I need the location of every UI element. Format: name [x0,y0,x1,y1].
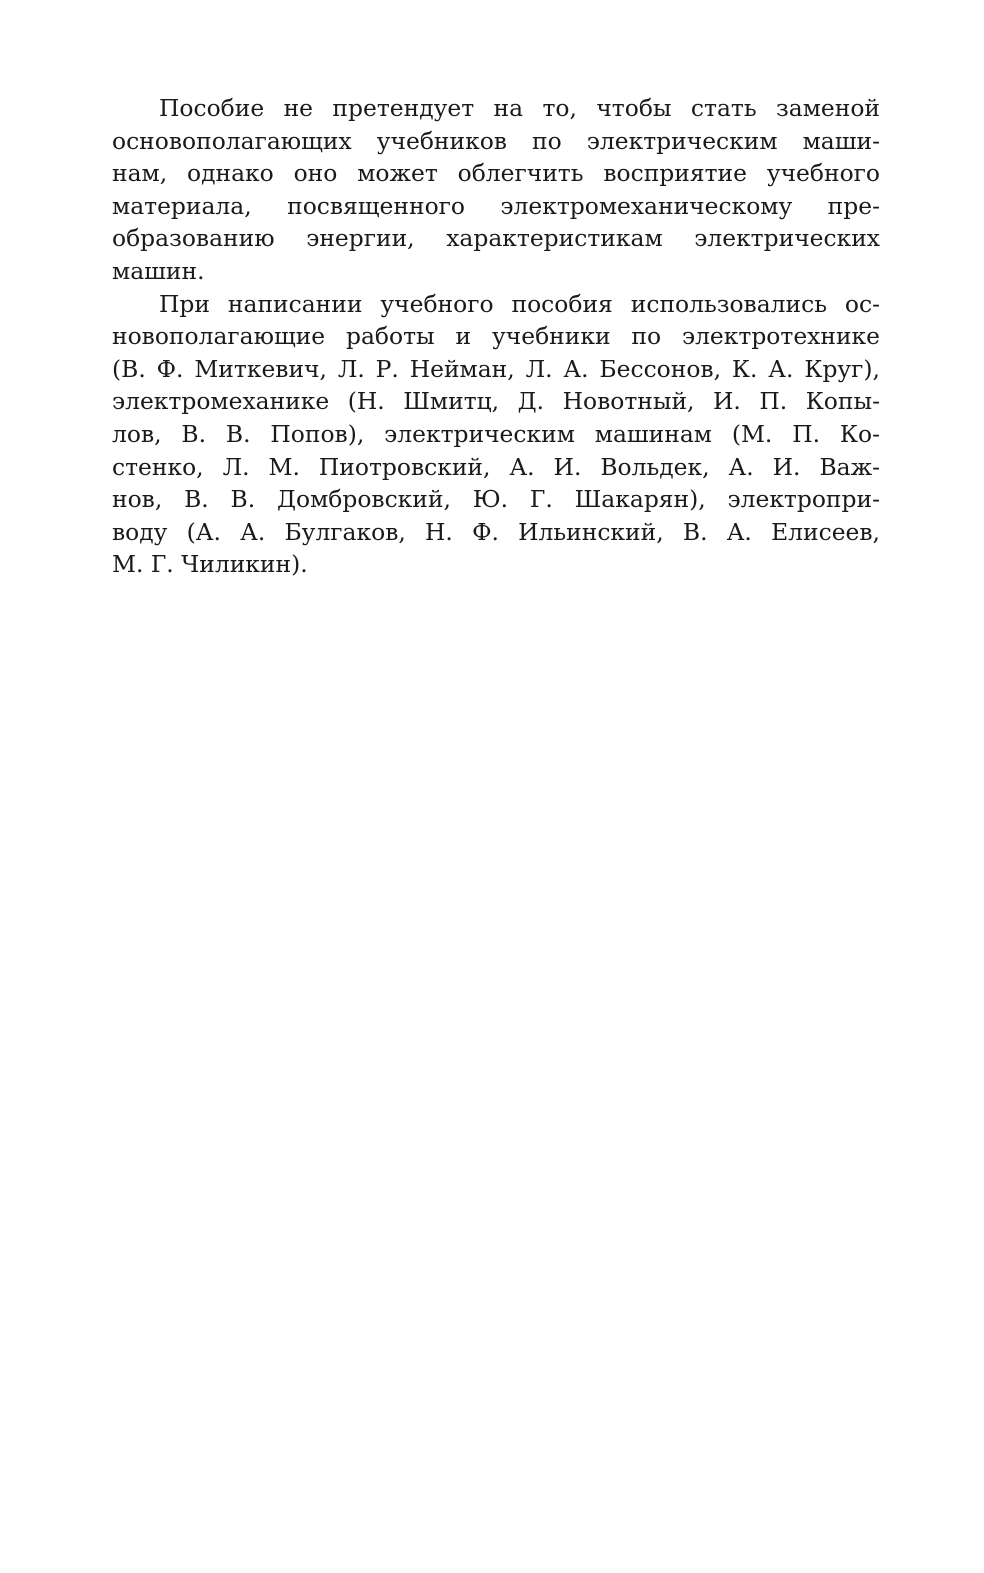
paragraph-line: При написании учебного пособия использовались ос- [159,289,880,318]
paragraph-line: образованию энергии, характеристикам электрических [112,224,880,253]
paragraph-1 [112,92,880,288]
paragraph-line: нам, однако оно может облегчить восприятие учебного [112,159,880,188]
paragraph-line: нов, В. В. Домбровский, Ю. Г. Шакарян), электропри- [112,485,880,514]
paragraph-line: Пособие не претендует на то, чтобы стать заменой [159,94,880,122]
paragraph-line: (В. Ф. Миткевич, Л. Р. Нейман, Л. А. Бессонов, К. А. Круг), [112,354,880,383]
body-text [112,92,880,581]
paragraph-line: материала, посвященного электромеханическому пре- [112,191,880,220]
paragraph-line: М. Г. Чиликин). [112,550,308,579]
paragraph-line: лов, В. В. Попов), электрическим машинам (М. П. Ко- [112,419,880,448]
paragraph-line: стенко, Л. М. Пиотровский, А. И. Вольдек, А. И. Важ- [112,452,880,481]
paragraph-line: основополагающих учебников по электрическим маши- [112,126,880,155]
paragraph-line: новополагающие работы и учебники по электротехнике [112,322,880,351]
paragraph-line: воду (А. А. Булгаков, Н. Ф. Ильинский, В. А. Елисеев, [112,517,880,546]
paragraph-line: машин. [112,256,205,285]
paragraph-2 [112,288,880,581]
paragraph-line: электромеханике (Н. Шмитц, Д. Новотный, И. П. Копы- [112,387,880,416]
